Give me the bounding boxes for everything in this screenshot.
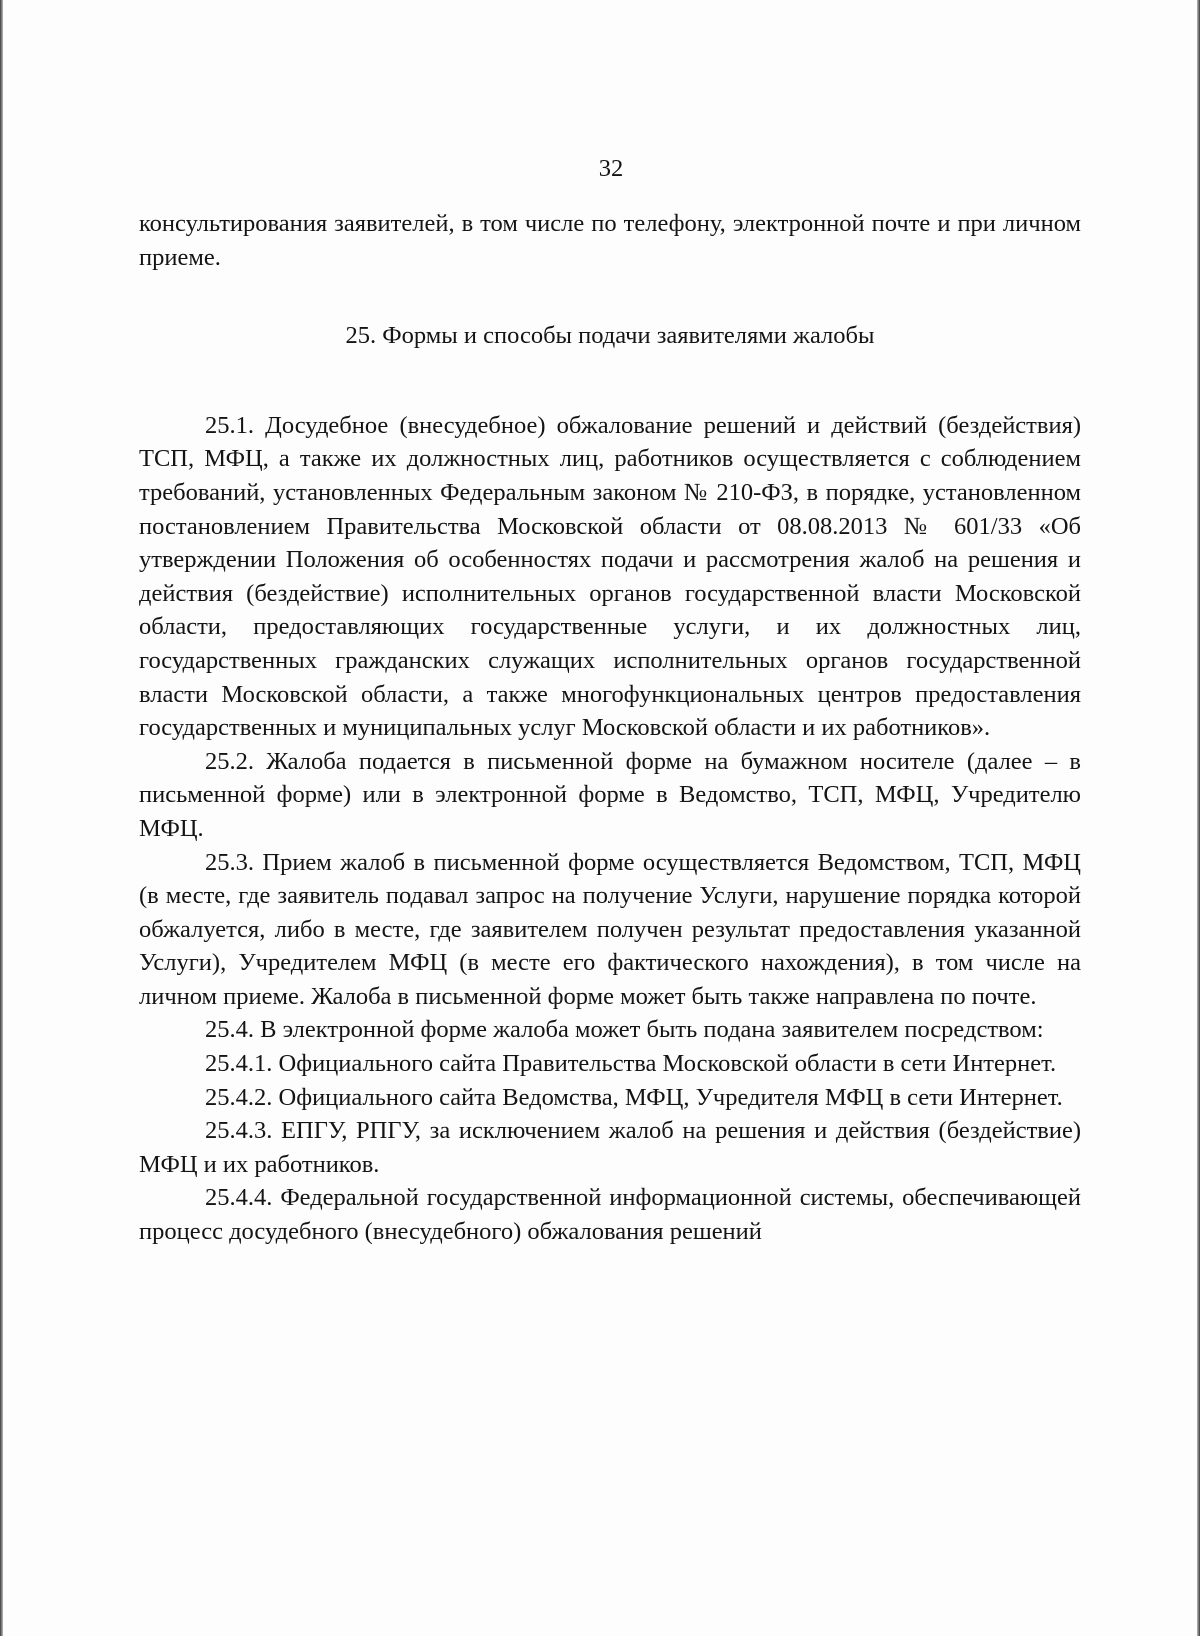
paragraph-25-3: 25.3. Прием жалоб в письменной форме осуществляется Ведомством, ТСП, МФЦ (в месте, где заявитель подавал запрос на получение Услуги, нарушение порядка которой обжалуется, либо в месте, где заявителем получен результат предоставления указанной Услуги), Учредителем МФЦ (в месте его фактического нахождения), в том числе на личном приеме. Жалоба в письменной форме может быть также направлена по почте. <box>139 848 1081 1010</box>
paragraph-25-4: 25.4. В электронной форме жалоба может быть подана заявителем посредством: <box>205 1016 1044 1044</box>
paragraph-continuation: консультирования заявителей, в том числе по телефону, электронной почте и при личном приеме. <box>139 210 1081 271</box>
paragraph-25-2: 25.2. Жалоба подается в письменной форме на бумажном носителе (далее – в письменной форме) или в электронной форме в Ведомство, ТСП, МФЦ, Учредителю МФЦ. <box>139 747 1081 842</box>
paragraph-25-4-4: 25.4.4. Федеральной государственной информационной системы, обеспечивающей процесс досудебного (внесудебного) обжалования решений <box>139 1184 1081 1246</box>
paragraph-25-4-2: 25.4.2. Официального сайта Ведомства, МФЦ, Учредителя МФЦ в сети Интернет. <box>205 1083 1063 1111</box>
paragraph-25-4-1: 25.4.1. Официального сайта Правительства Московской области в сети Интернет. <box>205 1050 1057 1078</box>
heading-spacer <box>139 353 1081 409</box>
page-number: 32 <box>598 155 624 182</box>
section-heading: 25. Формы и способы подачи заявителями жалобы <box>345 322 875 350</box>
document-body <box>139 207 1081 1249</box>
paragraph-25-4-3: 25.4.3. ЕПГУ, РПГУ, за исключением жалоб на решения и действия (бездействие) МФЦ и их работников. <box>139 1117 1081 1178</box>
paragraph-25-1: 25.1. Досудебное (внесудебное) обжалование решений и действий (бездействия) ТСП, МФЦ, а также их должностных лиц, работников осуществляется с соблюдением требований, установленных Федеральным законом № 210-ФЗ, в порядке, установленном постановлением Правительства Московской области от 08.08.2013 № 601/33 «Об утверждении Положения об особенностях подачи и рассмотрения жалоб на решения и действия (бездействие) исполнительных органов государственной власти Московской области, предоставляющих государственные услуги, и их должностных лиц, государственных гражданских служащих исполнительных органов государственной власти Московской области, а также многофункциональных центров предоставления государственных и муниципальных услуг Московской области и их работников». <box>139 411 1081 742</box>
scan-edge-left <box>0 0 3 1636</box>
